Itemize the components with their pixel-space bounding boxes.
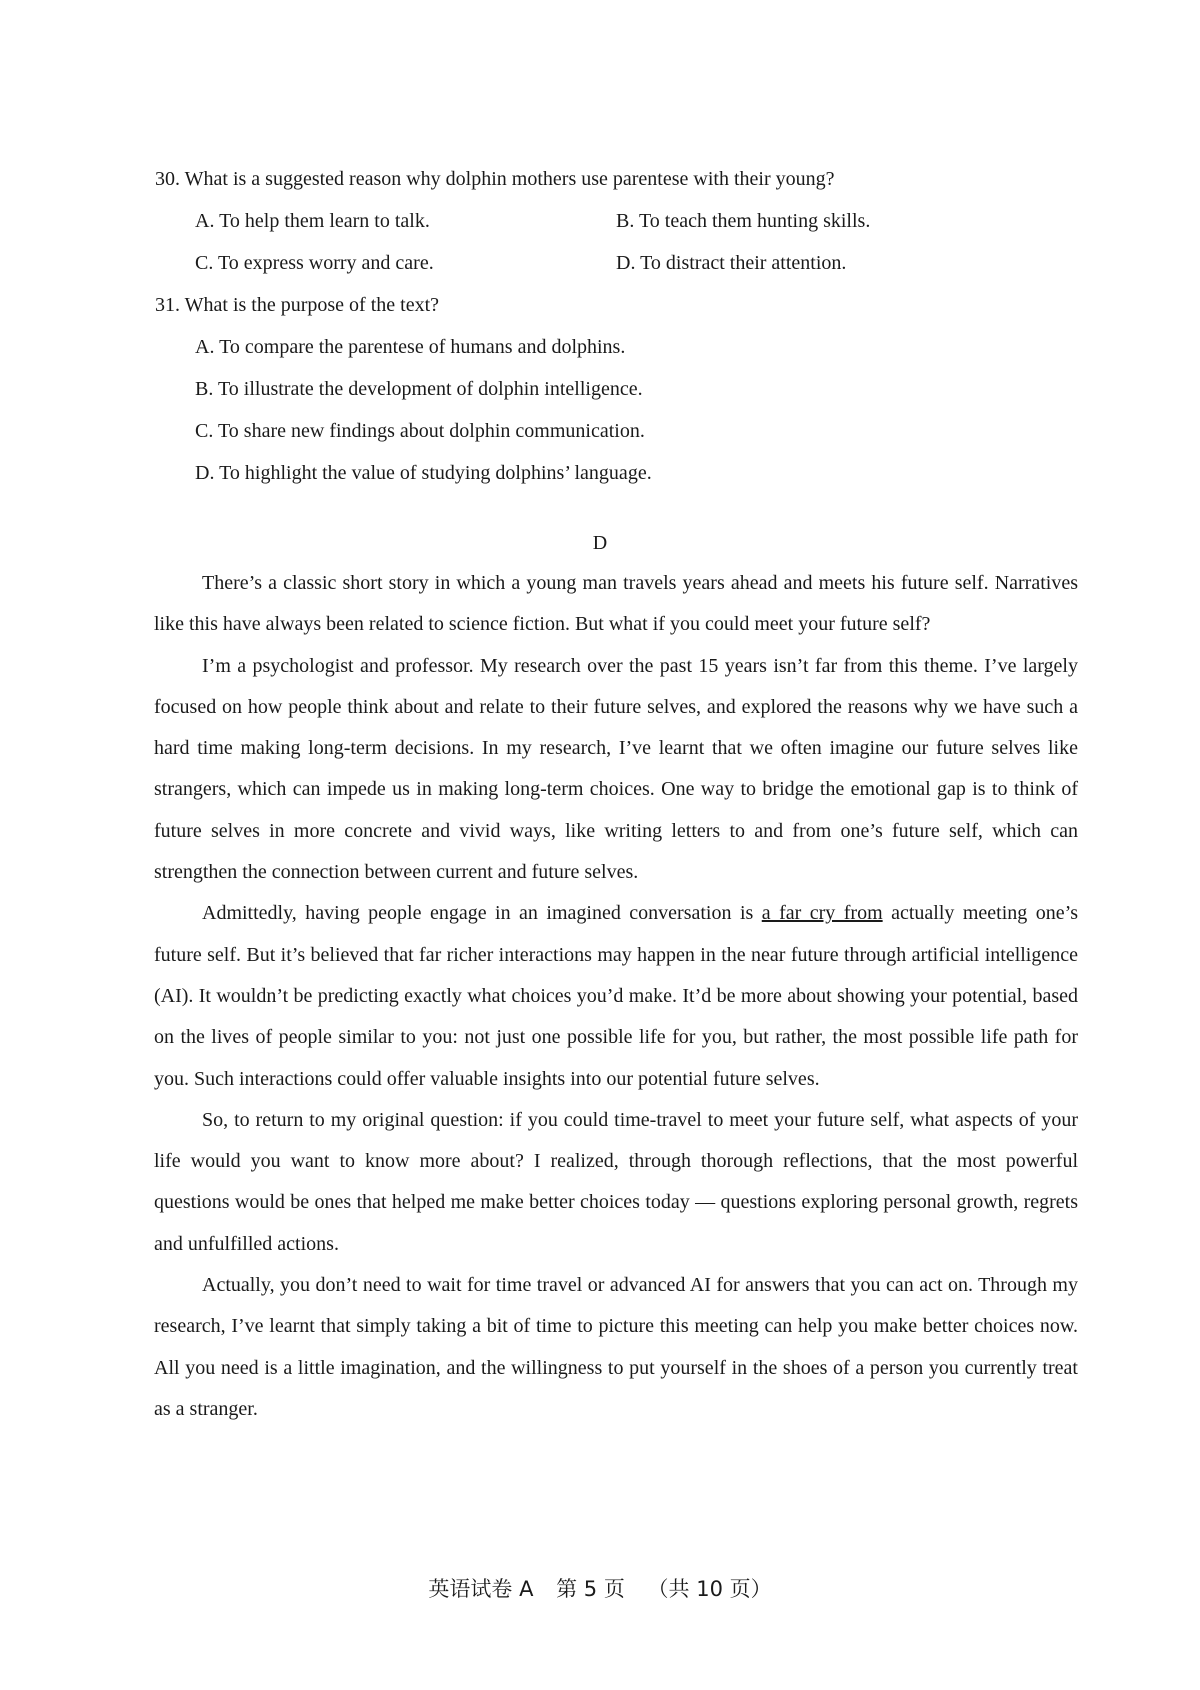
paragraph-3 (154, 893, 1078, 1099)
question-stem: 30. What is a suggested reason why dolphin mothers use parentese with their young? (155, 168, 835, 190)
page-footer (0, 1572, 1200, 1606)
option-c: C. To express worry and care. (195, 252, 434, 274)
option-d: D. To highlight the value of studying dolphins’ language. (195, 462, 652, 484)
page-number: 第 5 页 (556, 1577, 625, 1601)
exam-title: 英语试卷 A (428, 1577, 534, 1601)
paragraph-1: There’s a classic short story in which a young man travels years ahead and meets his future self. Narratives like this have always been related to science fiction. But what if you could meet your future self? (154, 572, 1078, 636)
paragraph-5: Actually, you don’t need to wait for time travel or advanced AI for answers that you can act on. Through my research, I’ve learnt that simply taking a bit of time to picture this meeting can help you make better choices now. All you need is a little imagination, and the willingness to put yourself in the shoes of a person you currently treat as a stranger. (154, 1274, 1078, 1420)
question-31 (155, 284, 1075, 494)
paragraph-4: So, to return to my original question: if you could time-travel to meet your future self, what aspects of your life would you want to know more about? I realized, through thorough reflections, that the most powerful questions would be ones that helped me make better choices today — questions exploring personal growth, regrets and unfulfilled actions. (154, 1108, 1078, 1255)
page-total: （共 10 页） (647, 1577, 772, 1601)
option-a: A. To compare the parentese of humans and dolphins. (195, 336, 626, 358)
question-30 (155, 158, 1075, 284)
paragraph-3-rest: actually meeting one’s future self. But it’s believed that far richer interactions may happen in the near future through artificial intelligence (AI). It wouldn’t be predicting exactly what choices you’d make. It’d be more about showing your potential, based on the lives of people similar to you: not just one possible life for you, but rather, the most possible life path for you. Such interactions could offer valuable insights into our potential future selves. (154, 902, 1078, 1090)
section-heading: D (592, 532, 608, 554)
question-stem: 31. What is the purpose of the text? (155, 294, 440, 316)
paragraph-2: I’m a psychologist and professor. My research over the past 15 years isn’t far from this theme. I’ve largely focused on how people think about and relate to their future selves, and explored the reasons why we have such a hard time making long-term decisions. In my research, I’ve learnt that we often imagine our future selves like strangers, which can impede us in making long-term choices. One way to bridge the emotional gap is to think of future selves in more concrete and vivid ways, like writing letters to and from one’s future self, which can strengthen the connection between current and future selves. (154, 654, 1078, 884)
paragraph-3-start: Admittedly, having people engage in an imagined conversation is (202, 902, 762, 925)
option-b: B. To illustrate the development of dolphin intelligence. (195, 378, 643, 400)
underlined-phrase: a far cry from (761, 902, 883, 925)
question-list (155, 158, 1075, 494)
reading-passage (154, 563, 1078, 1430)
option-list (195, 326, 1075, 494)
option-list (195, 200, 1075, 284)
option-b: B. To teach them hunting skills. (616, 210, 871, 232)
option-a: A. To help them learn to talk. (195, 210, 430, 232)
option-d: D. To distract their attention. (616, 252, 847, 274)
option-c: C. To share new findings about dolphin communication. (195, 420, 645, 442)
